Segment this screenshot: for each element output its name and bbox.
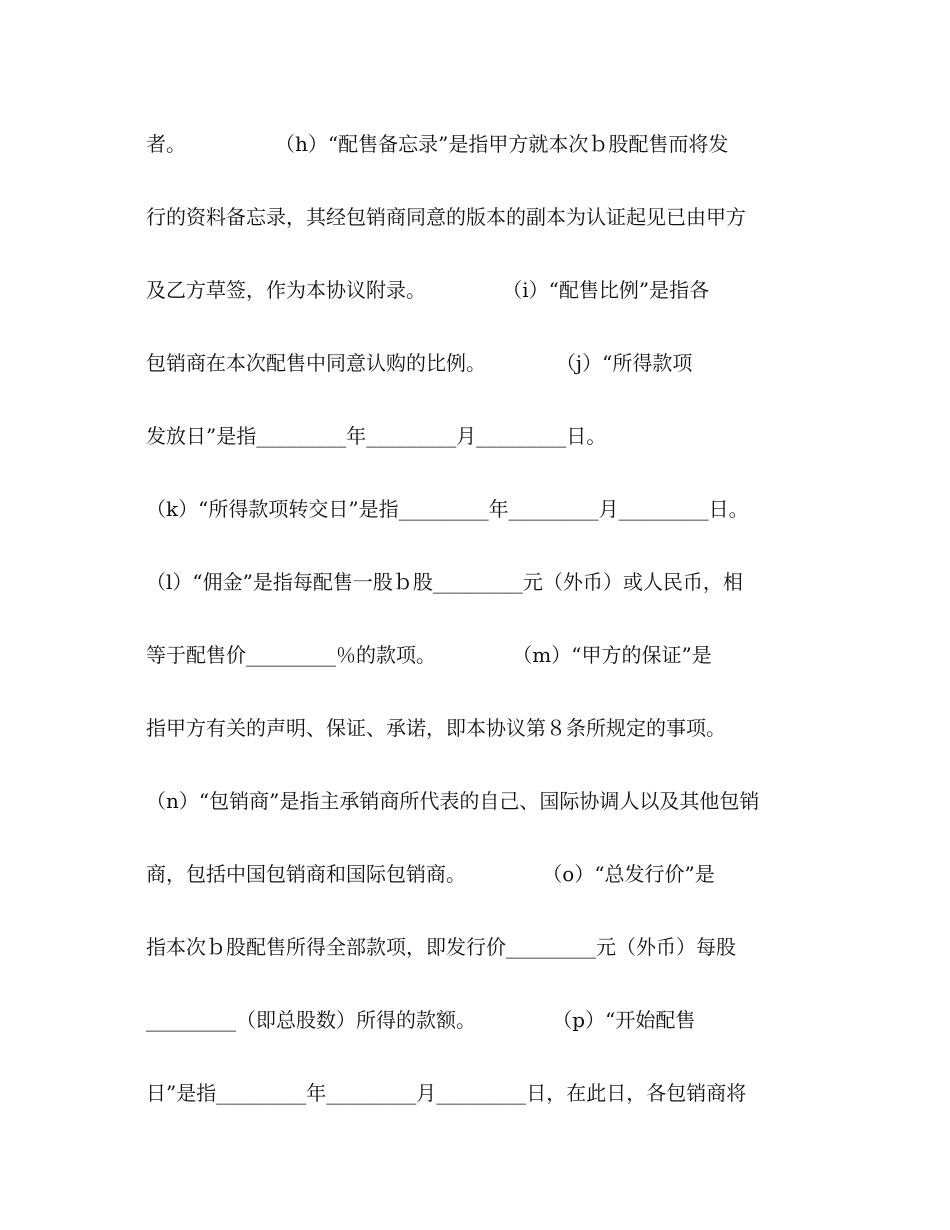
document-line: （n）“包销商”是指主承销商所代表的自己、国际协调人以及其他包销 [146,789,760,813]
document-line: _________（即总股数）所得的款额。 （p）“开始配售 [146,1008,696,1032]
document-line: 等于配售价_________％的款项。 （m）“甲方的保证”是 [146,643,712,667]
document-line: 日”是指_________年_________月_________日，在此日，各包销商将 [146,1081,747,1105]
document-line: （l）“佣金”是指每配售一股ｂ股_________元（外币）或人民币，相 [146,570,743,594]
document-line: 指本次ｂ股配售所得全部款项，即发行价_________元（外币）每股 [146,935,736,959]
document-line: 者。 （h）“配售备忘录”是指甲方就本次ｂ股配售而将发 [146,132,729,156]
document-line: 指甲方有关的声明、保证、承诺，即本协议第８条所规定的事项。 [146,716,726,740]
document-line: 及乙方草签，作为本协议附录。 （i）“配售比例”是指各 [146,278,710,302]
document-line: 发放日”是指_________年_________月_________日。 [146,424,607,448]
document-line: （k）“所得款项转交日”是指_________年_________月_________日。 [146,497,749,521]
document-line: 包销商在本次配售中同意认购的比例。 （j）“所得款项 [146,351,693,375]
document-line: 商，包括中国包销商和国际包销商。 （o）“总发行价”是 [146,862,715,886]
document-body [146,122,811,1144]
document-line: 行的资料备忘录，其经包销商同意的版本的副本为认证起见已由甲方 [146,205,746,229]
